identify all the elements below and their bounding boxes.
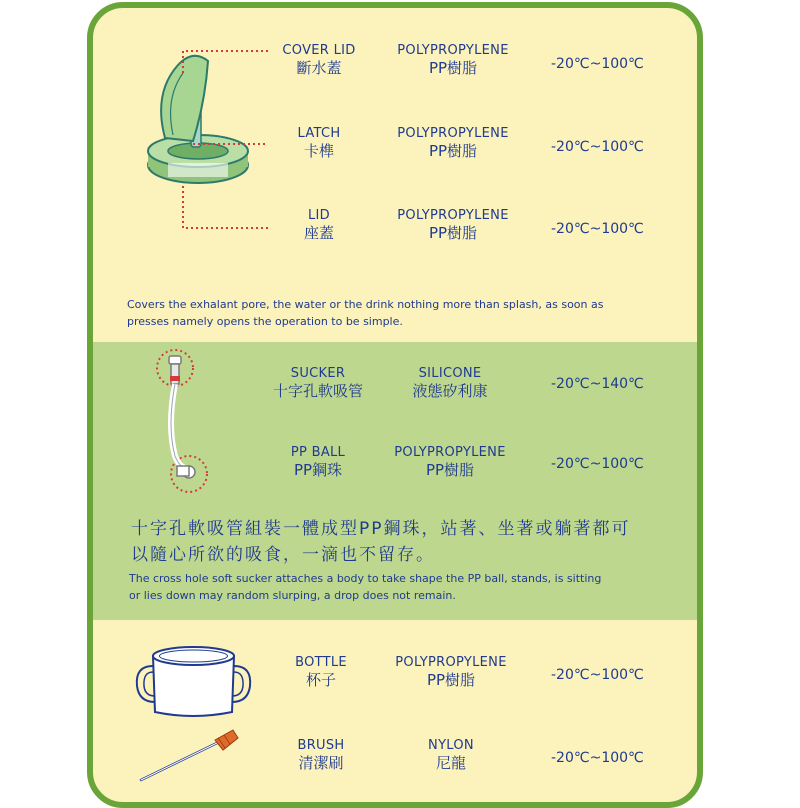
description-line: presses namely opens the operation to be simple. bbox=[127, 315, 403, 329]
part-name-zh: 座蓋 bbox=[303, 224, 334, 243]
brush-illustration bbox=[135, 726, 245, 786]
part-label-sucker bbox=[243, 366, 393, 401]
material-zh: PP樹脂 bbox=[428, 59, 478, 78]
spec-card bbox=[87, 2, 703, 808]
temperature-range: -20℃~100℃ bbox=[551, 750, 644, 766]
part-label-latch bbox=[259, 126, 379, 161]
material-label bbox=[375, 445, 525, 480]
part-label-brush bbox=[261, 738, 381, 773]
material-zh: PP樹脂 bbox=[425, 461, 475, 480]
part-name-en: PP BALL bbox=[290, 445, 346, 460]
material-label bbox=[376, 738, 526, 773]
description-line: The cross hole soft sucker attaches a body to take shape the PP ball, stands, is sitting bbox=[129, 572, 602, 585]
part-name-zh: 斷水蓋 bbox=[296, 59, 342, 78]
material-en: POLYPROPYLENE bbox=[397, 43, 509, 58]
part-name-en: BOTTLE bbox=[295, 655, 347, 670]
material-en: POLYPROPYLENE bbox=[397, 126, 509, 141]
material-label bbox=[376, 655, 526, 690]
part-name-en: BRUSH bbox=[297, 738, 345, 753]
part-name-en: COVER LID bbox=[282, 43, 356, 58]
material-zh: 尼龍 bbox=[435, 754, 466, 773]
section1-description bbox=[127, 296, 687, 330]
straw-illustration bbox=[153, 346, 233, 506]
part-name-zh: PP鋼珠 bbox=[293, 461, 343, 480]
material-label bbox=[378, 126, 528, 161]
material-en: SILICONE bbox=[418, 366, 482, 381]
part-name-zh: 十字孔軟吸管 bbox=[272, 382, 363, 401]
temperature-range: -20℃~140℃ bbox=[551, 376, 644, 392]
material-zh: PP樹脂 bbox=[428, 224, 478, 243]
material-label bbox=[375, 366, 525, 401]
part-label-pp-ball bbox=[243, 445, 393, 480]
material-label bbox=[378, 43, 528, 78]
material-en: NYLON bbox=[428, 738, 474, 753]
part-name-en: LATCH bbox=[297, 126, 341, 141]
temperature-range: -20℃~100℃ bbox=[551, 667, 644, 683]
material-label bbox=[378, 208, 528, 243]
description-line: 十字孔軟吸管組裝一體成型PP鋼珠，站著、坐著或躺著都可 bbox=[131, 519, 631, 539]
part-label-bottle bbox=[261, 655, 381, 690]
part-name-en: LID bbox=[308, 208, 330, 223]
description-line: 以隨心所欲的吸食，一滴也不留存。 bbox=[131, 544, 435, 565]
part-label-cover-lid bbox=[259, 43, 379, 78]
temperature-range: -20℃~100℃ bbox=[551, 139, 644, 155]
material-en: POLYPROPYLENE bbox=[395, 655, 507, 670]
part-name-zh: 清潔刷 bbox=[298, 754, 344, 773]
section2-description bbox=[129, 570, 689, 604]
temperature-range: -20℃~100℃ bbox=[551, 456, 644, 472]
material-zh: PP樹脂 bbox=[428, 142, 478, 161]
material-en: POLYPROPYLENE bbox=[397, 208, 509, 223]
part-name-zh: 卡榫 bbox=[303, 142, 334, 161]
temperature-range: -20℃~100℃ bbox=[551, 221, 644, 237]
temperature-range: -20℃~100℃ bbox=[551, 56, 644, 72]
material-zh: 液態矽利康 bbox=[412, 382, 488, 401]
part-name-zh: 杯子 bbox=[305, 671, 336, 690]
description-line: Covers the exhalant pore, the water or the drink nothing more than splash, as soon as bbox=[127, 298, 604, 311]
part-name-en: SUCKER bbox=[290, 366, 346, 381]
material-en: POLYPROPYLENE bbox=[394, 445, 506, 460]
description-line: or lies down may random slurping, a drop does not remain. bbox=[129, 589, 456, 603]
material-zh: PP樹脂 bbox=[426, 671, 476, 690]
part-label-lid bbox=[259, 208, 379, 243]
section2-chinese-description bbox=[131, 517, 691, 568]
sippy-cup-illustration bbox=[131, 636, 256, 721]
